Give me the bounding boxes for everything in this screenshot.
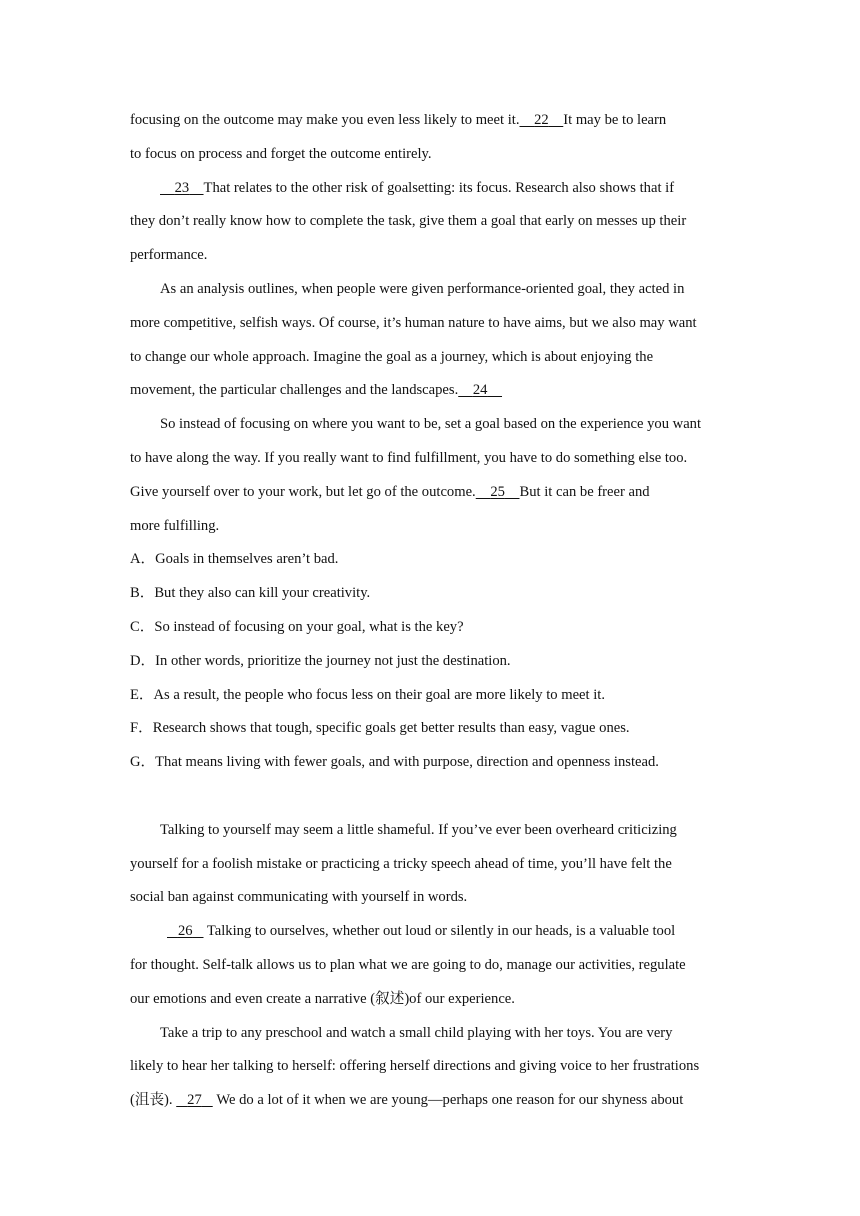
text-line: likely to hear her talking to herself: offering herself directions and giving voice to her frustrations — [130, 1058, 700, 1075]
text-line: Take a trip to any preschool and watch a small child playing with her toys. You are very — [160, 1024, 673, 1041]
text-line: focusing on the outcome may make you even less likely to meet it. 22 It may be to learn — [130, 112, 667, 128]
text-line: 26 Talking to ourselves, whether out loud or silently in our heads, is a valuable tool — [130, 915, 730, 949]
text-line: movement, the particular challenges and the landscapes. 24 — [130, 374, 730, 408]
document-page — [130, 104, 730, 1118]
section-gap — [130, 780, 730, 814]
text-line: (沮丧). 27 We do a lot of it when we are young—perhaps one reason for our shyness about — [130, 1092, 684, 1109]
blank-26: 26 — [177, 923, 193, 940]
options-list — [130, 543, 730, 780]
blank-27: 27 — [187, 1092, 202, 1109]
text-line: they don’t really know how to complete the task, give them a goal that early on messes up their — [130, 213, 687, 230]
option-e: E．As a result, the people who focus less on their goal are more likely to meet it. — [130, 686, 605, 703]
blank-25: 25 — [490, 483, 505, 500]
text-line: our emotions and even create a narrative (叙述)of our experience. — [130, 990, 515, 1007]
option-f: F．Research shows that tough, specific goals get better results than easy, vague ones. — [130, 720, 630, 737]
option-a: A．Goals in themselves aren’t bad. — [130, 551, 339, 568]
blank-23: 23 — [174, 179, 190, 196]
text-line: Talking to yourself may seem a little shameful. If you’ve ever been overheard criticizing — [160, 821, 677, 838]
blank-22: 22 — [534, 112, 549, 128]
text-line: performance. — [130, 247, 208, 264]
option-b: B．But they also can kill your creativity. — [130, 585, 371, 602]
passage-2 — [130, 814, 730, 1118]
passage-1 — [130, 104, 730, 780]
blank-24: 24 — [472, 382, 488, 399]
text-line: to change our whole approach. Imagine the goal as a journey, which is about enjoying the — [130, 348, 654, 365]
text-line: to focus on process and forget the outcome entirely. — [130, 145, 432, 162]
text-line: to have along the way. If you really want to find fulfillment, you have to do something else too. — [130, 449, 688, 466]
text-line: more fulfilling. — [130, 517, 220, 534]
text-line: more competitive, selfish ways. Of course, it’s human nature to have aims, but we also may want — [130, 314, 697, 331]
text-line: for thought. Self-talk allows us to plan what we are going to do, manage our activities, regulate — [130, 956, 686, 973]
option-d: D．In other words, prioritize the journey not just the destination. — [130, 652, 511, 669]
text-line: So instead of focusing on where you want to be, set a goal based on the experience you want — [160, 416, 702, 433]
option-c: C．So instead of focusing on your goal, what is the key? — [130, 618, 464, 635]
text-line: As an analysis outlines, when people were given performance-oriented goal, they acted in — [160, 280, 685, 297]
text-line: Give yourself over to your work, but let go of the outcome. 25 But it can be freer and — [130, 483, 650, 500]
text-line: social ban against communicating with yourself in words. — [130, 889, 468, 906]
option-g: G．That means living with fewer goals, and with purpose, direction and openness instead. — [130, 754, 659, 771]
text-line: 23 That relates to the other risk of goalsetting: its focus. Research also shows that if — [130, 172, 730, 206]
text-line: yourself for a foolish mistake or practicing a tricky speech ahead of time, you’ll have felt the — [130, 855, 672, 872]
